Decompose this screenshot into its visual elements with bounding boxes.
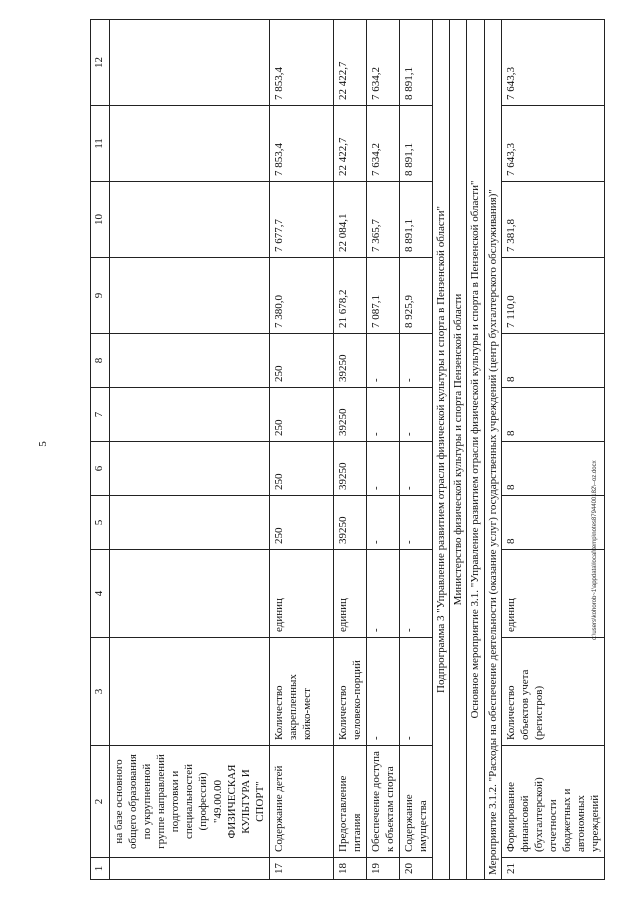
header-cell: 1 — [91, 858, 110, 880]
table-cell — [110, 858, 270, 880]
table-cell: - — [367, 334, 400, 388]
table-cell: на базе основного общего образования по укрупненной группе направлений подготовки и специальностей (профессий) "49.00.00 ФИЗИЧЕСКАЯ КУЛЬТУРА И СПОРТ" — [110, 746, 270, 858]
table-cell — [110, 496, 270, 550]
table-cell: 7 634,2 — [367, 106, 400, 182]
table-cell: единиц — [333, 550, 366, 638]
ministry-title: Министерство физической культуры и спорта Пензенской области — [450, 20, 467, 880]
activity-title: Мероприятие 3.1.2. "Расходы на обеспечение деятельности (оказание услуг) государственных учреждений (центр бухгалтерского обслуживания)" — [484, 20, 501, 880]
table-cell: 22 422,7 — [333, 20, 366, 106]
table-cell: Содержание детей — [269, 746, 333, 858]
subprogram-title: Подпрограмма 3 "Управление развитием отрасли физической культуры и спорта в Пензенской области" — [433, 20, 450, 880]
table-cell: Содержание имущества — [400, 746, 433, 858]
table-cell: 7 677,7 — [269, 182, 333, 258]
table-cell: единиц — [501, 550, 605, 638]
table-cell: 8 — [501, 496, 605, 550]
header-row — [91, 20, 110, 880]
table-cell: 22 422,7 — [333, 106, 366, 182]
table-cell: 8 925,9 — [400, 258, 433, 334]
section-row — [467, 20, 484, 880]
table-cell — [110, 258, 270, 334]
table-cell: - — [400, 388, 433, 442]
table-cell: 19 — [367, 858, 400, 880]
table-cell: 21 678,2 — [333, 258, 366, 334]
table-cell — [110, 334, 270, 388]
table-cell — [110, 442, 270, 496]
header-cell: 2 — [91, 746, 110, 858]
header-cell: 6 — [91, 442, 110, 496]
table-row — [367, 20, 400, 880]
table-cell: 20 — [400, 858, 433, 880]
table-cell: 7 087,1 — [367, 258, 400, 334]
budget-table — [90, 19, 605, 880]
table-row — [333, 20, 366, 880]
table-cell — [110, 550, 270, 638]
table-cell — [110, 20, 270, 106]
table-cell: - — [367, 388, 400, 442]
table-cell: 39250 — [333, 334, 366, 388]
header-cell: 10 — [91, 182, 110, 258]
section-row — [484, 20, 501, 880]
table-cell: 250 — [269, 496, 333, 550]
table-cell: Количество закрепленных койко-мест — [269, 638, 333, 746]
table-cell: - — [367, 496, 400, 550]
table-cell: 7 853,4 — [269, 20, 333, 106]
header-cell: 12 — [91, 20, 110, 106]
table-cell: - — [367, 638, 400, 746]
table-cell: 8 891,1 — [400, 182, 433, 258]
table-cell: - — [400, 550, 433, 638]
table-cell: 39250 — [333, 388, 366, 442]
table-row — [501, 20, 605, 880]
table-cell: Предоставление питания — [333, 746, 366, 858]
page-number: 5 — [36, 441, 49, 447]
table-cell: Количество человеко-порций — [333, 638, 366, 746]
table-cell: Формирование финансовой (бухгалтерской) отчетности бюджетных и автономных учреждений — [501, 746, 605, 858]
table-cell: 39250 — [333, 442, 366, 496]
section-row — [450, 20, 467, 880]
header-cell: 9 — [91, 258, 110, 334]
table-cell: 7 643,3 — [501, 20, 605, 106]
table-cell — [110, 182, 270, 258]
header-cell: 5 — [91, 496, 110, 550]
table-cell: 7 110,0 — [501, 258, 605, 334]
table-cell: 21 — [501, 858, 605, 880]
table-cell: 18 — [333, 858, 366, 880]
table-cell: 8 — [501, 388, 605, 442]
table-cell: 8 891,1 — [400, 106, 433, 182]
table-cell: 8 891,1 — [400, 20, 433, 106]
table-cell: 39250 — [333, 496, 366, 550]
table-cell: 7 380,0 — [269, 258, 333, 334]
table-cell: - — [400, 442, 433, 496]
table-cell: 8 — [501, 442, 605, 496]
footer-file-path: c:\users\kohorob~1\appdata\local\temp\notes8794400182\--oz.docx — [592, 460, 598, 640]
header-cell: 3 — [91, 638, 110, 746]
header-cell: 8 — [91, 334, 110, 388]
table-cell: 22 084,1 — [333, 182, 366, 258]
table-cell — [110, 388, 270, 442]
table-cell: 7 643,3 — [501, 106, 605, 182]
table-cell: 17 — [269, 858, 333, 880]
table-cell: - — [400, 638, 433, 746]
table-cell — [110, 638, 270, 746]
table-cell: 250 — [269, 388, 333, 442]
section-row — [433, 20, 450, 880]
header-cell: 11 — [91, 106, 110, 182]
table-cell: - — [367, 550, 400, 638]
table-cell: единиц — [269, 550, 333, 638]
main-activity-title: Основное мероприятие 3.1. "Управление развитием отрасли физической культуры и спорта в Пензенской области" — [467, 20, 484, 880]
table-cell: 7 381,8 — [501, 182, 605, 258]
table-row — [269, 20, 333, 880]
table-cell: - — [367, 442, 400, 496]
header-cell: 7 — [91, 388, 110, 442]
table-row — [400, 20, 433, 880]
table-cell — [110, 106, 270, 182]
table-row — [110, 20, 270, 880]
table-cell: 7 365,7 — [367, 182, 400, 258]
table-cell: Обеспечение доступа к объектам спорта — [367, 746, 400, 858]
table-cell: 7 853,4 — [269, 106, 333, 182]
table-cell: 250 — [269, 334, 333, 388]
header-cell: 4 — [91, 550, 110, 638]
table-cell: 8 — [501, 334, 605, 388]
table-cell: Количество объектов учета (регистров) — [501, 638, 605, 746]
table-cell: 250 — [269, 442, 333, 496]
table-cell: - — [400, 496, 433, 550]
table-cell: - — [400, 334, 433, 388]
table-cell: 7 634,2 — [367, 20, 400, 106]
